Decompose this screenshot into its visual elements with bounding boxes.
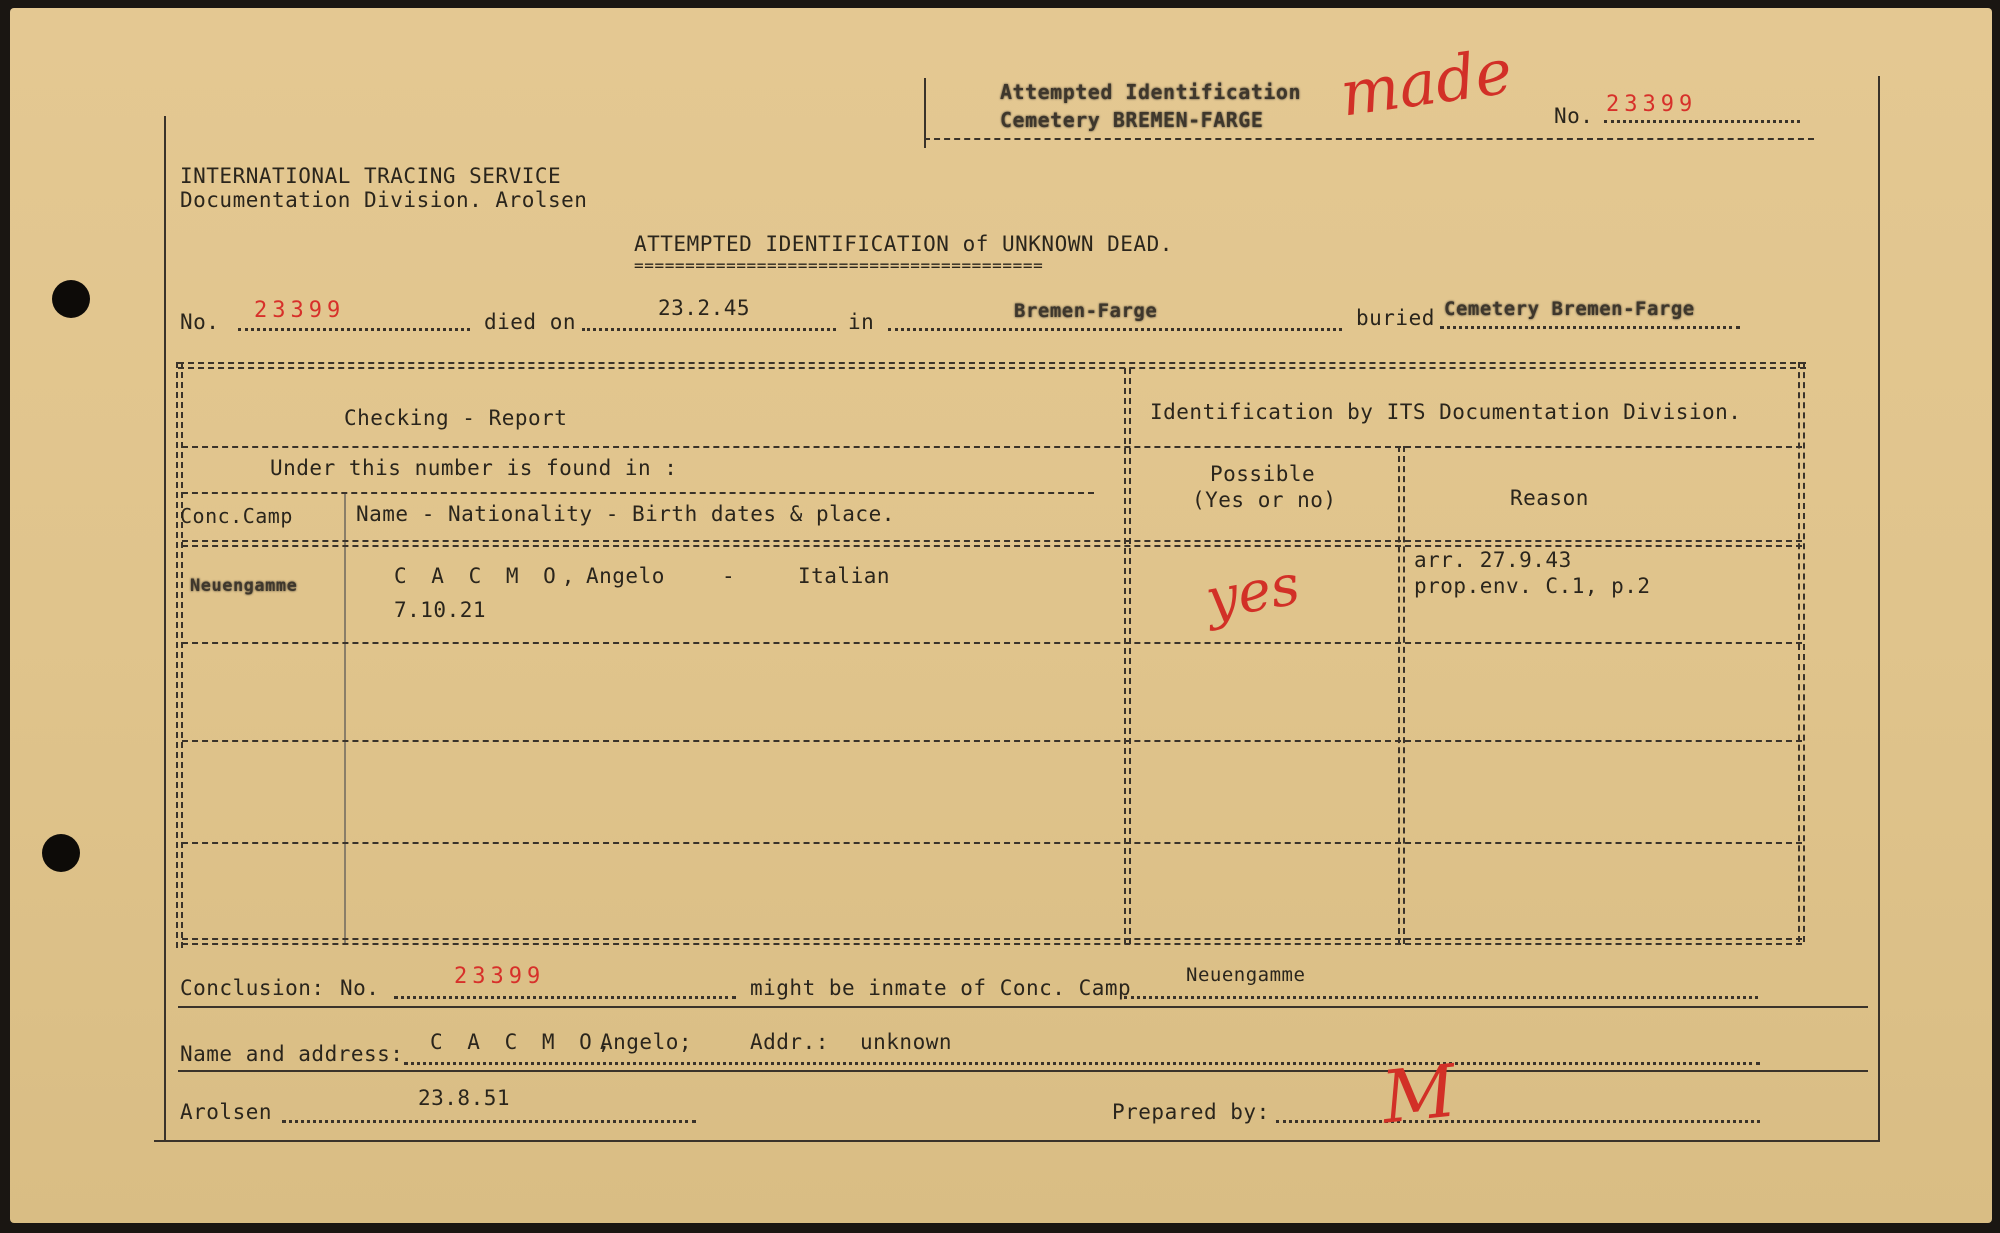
table-line-under xyxy=(182,492,1094,494)
row1-surname: C A C M O, xyxy=(394,564,581,588)
conclusion-text: might be inmate of Conc. Camp xyxy=(750,976,1132,1000)
frame-bottom xyxy=(154,1140,1880,1142)
title-underline: ======================================== xyxy=(634,256,1044,275)
top-box-line1: Attempted Identification xyxy=(1000,80,1301,104)
org-line1: INTERNATIONAL TRACING SERVICE xyxy=(180,164,562,188)
name-address-dots xyxy=(404,1062,1760,1065)
name-address-label: Name and address: xyxy=(180,1042,404,1066)
table-line-colheads xyxy=(182,540,1802,547)
row1-nationality: Italian xyxy=(798,564,891,588)
checking-report-heading: Checking - Report xyxy=(344,406,568,430)
punch-hole-top xyxy=(52,280,90,318)
row1-first-name: Angelo xyxy=(586,564,665,588)
row1-birth-date: 7.10.21 xyxy=(394,598,487,622)
name-address-rule xyxy=(178,1070,1868,1072)
conclusion-label: Conclusion: xyxy=(180,976,325,1000)
frame-left xyxy=(164,116,166,1140)
in-value: Bremen-Farge xyxy=(1014,300,1158,322)
prepared-by-dots xyxy=(1276,1120,1760,1123)
index-card xyxy=(10,8,1992,1223)
conclusion-rule xyxy=(178,1006,1868,1008)
conclusion-camp-value: Neuengamme xyxy=(1186,964,1306,986)
name-address-addr-label: Addr.: xyxy=(750,1030,829,1054)
prepared-by-initial: M xyxy=(1377,1048,1460,1140)
died-dots xyxy=(582,328,836,331)
buried-value: Cemetery Bremen-Farge xyxy=(1444,298,1695,320)
table-divider-reason xyxy=(1398,446,1405,944)
name-address-first-name: Angelo; xyxy=(600,1030,693,1054)
top-box-line2: Cemetery BREMEN-FARGE xyxy=(1000,108,1264,132)
died-label: died on xyxy=(484,310,577,334)
in-label: in xyxy=(848,310,875,334)
table-divider-main xyxy=(1124,368,1131,944)
table-line-row2 xyxy=(182,740,1802,742)
frame-right xyxy=(1878,76,1880,1140)
col-header-name: Name - Nationality - Birth dates & place. xyxy=(356,502,895,526)
table-bottom-border xyxy=(182,938,1802,945)
conclusion-camp-dots xyxy=(1124,996,1758,999)
name-address-addr-value: unknown xyxy=(860,1030,953,1054)
table-top-border xyxy=(178,362,1806,369)
conclusion-no-value: 23399 xyxy=(454,964,546,989)
table-line-row3 xyxy=(182,842,1802,844)
footer-date-value: 23.8.51 xyxy=(418,1086,511,1110)
table-line-header xyxy=(182,446,1802,448)
table-line-row1 xyxy=(182,642,1802,644)
row1-reason-line2: prop.env. C.1, p.2 xyxy=(1414,574,1651,598)
in-dots xyxy=(888,328,1342,331)
org-line2: Documentation Division. Arolsen xyxy=(180,188,588,212)
row1-possible: yes xyxy=(1201,552,1305,633)
table-divider-camp xyxy=(344,492,346,944)
col-header-camp: Conc.Camp xyxy=(180,504,293,528)
record-no-label: No. xyxy=(180,310,220,334)
conclusion-no-label: No. xyxy=(340,976,380,1000)
under-number-label: Under this number is found in : xyxy=(270,456,678,480)
buried-dots xyxy=(1440,326,1740,329)
record-no-dots xyxy=(238,328,470,331)
row1-dash: - xyxy=(722,564,736,588)
top-box-bottom xyxy=(924,138,1814,140)
top-box-no-label: No. xyxy=(1554,104,1594,128)
punch-hole-bottom xyxy=(42,834,80,872)
table-left-border xyxy=(176,362,183,948)
row1-reason-line1: arr. 27.9.43 xyxy=(1414,548,1572,572)
name-address-surname: C A C M O, xyxy=(430,1030,617,1054)
page-title: ATTEMPTED IDENTIFICATION of UNKNOWN DEAD. xyxy=(634,232,1173,256)
record-no-value: 23399 xyxy=(254,298,346,323)
col-header-possible-sub: (Yes or no) xyxy=(1192,488,1337,512)
top-box-no-value: 23399 xyxy=(1606,92,1698,117)
footer-place: Arolsen xyxy=(180,1100,273,1124)
row1-camp: Neuengamme xyxy=(190,576,298,596)
identification-heading: Identification by ITS Documentation Division. xyxy=(1150,400,1742,424)
col-header-possible: Possible xyxy=(1210,462,1316,486)
conclusion-no-dots xyxy=(394,996,736,999)
prepared-by-label: Prepared by: xyxy=(1112,1100,1270,1124)
buried-label: buried xyxy=(1356,306,1435,330)
top-box-no-dots xyxy=(1604,120,1800,123)
col-header-reason: Reason xyxy=(1510,486,1589,510)
top-box-stamp-word: made xyxy=(1335,34,1517,131)
footer-date-dots xyxy=(282,1120,696,1123)
table-right-border xyxy=(1798,362,1805,942)
died-value: 23.2.45 xyxy=(658,296,751,320)
